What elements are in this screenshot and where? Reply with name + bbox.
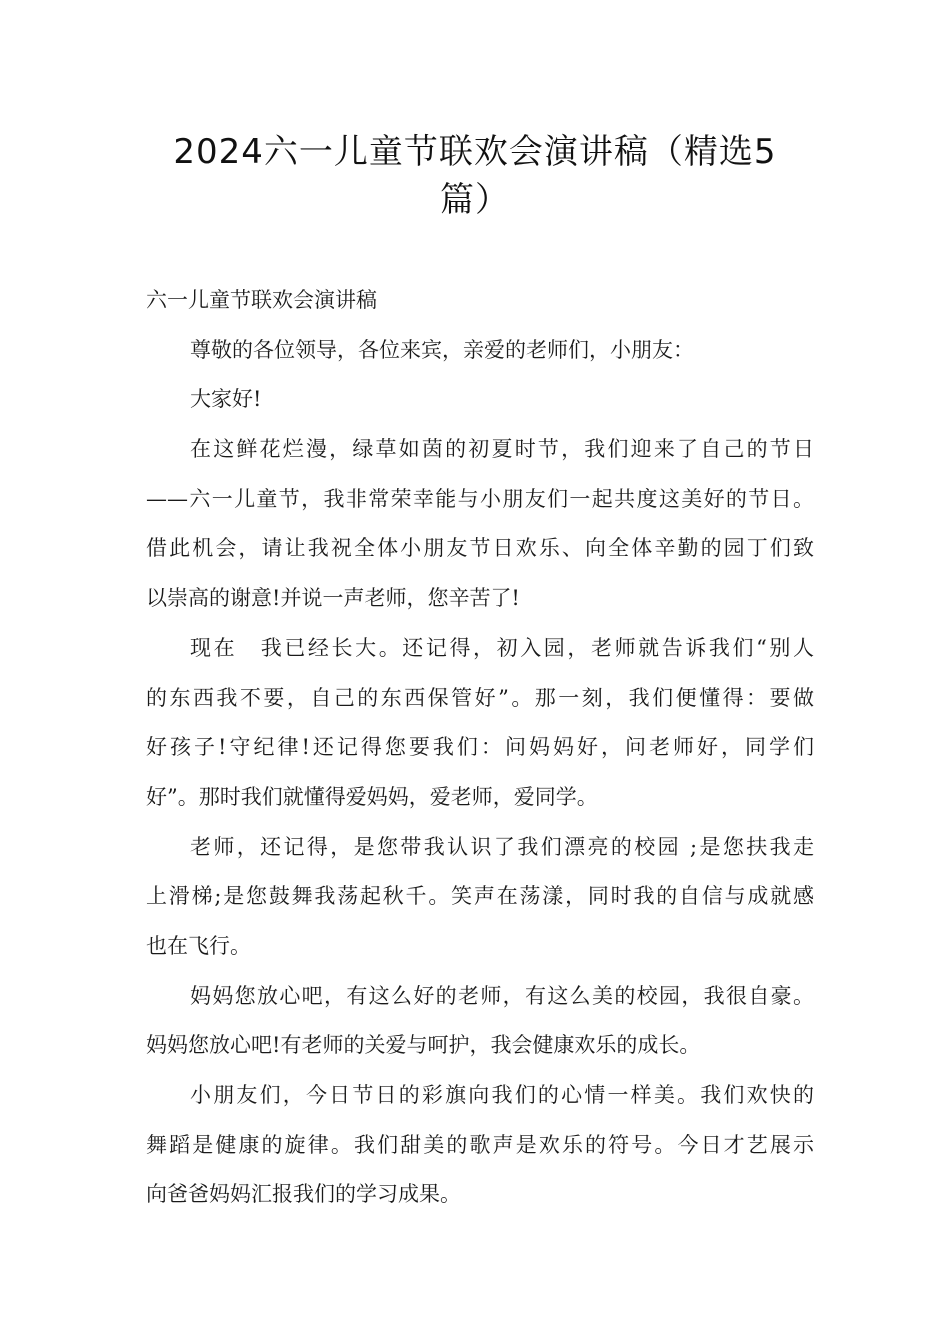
paragraph-line: 舞蹈是健康的旋律。我们甜美的歌声是欢乐的符号。今日才艺展示 bbox=[146, 1132, 814, 1157]
paragraph-line: 妈妈您放心吧!有老师的关爱与呵护，我会健康欢乐的成长。 bbox=[146, 1033, 701, 1058]
paragraph-line: 现在 我已经长大。还记得，初入园，老师就告诉我们“别人 bbox=[190, 635, 814, 660]
section-heading: 六一儿童节联欢会演讲稿 bbox=[146, 288, 377, 312]
paragraph-line: 小朋友们，今日节日的彩旗向我们的心情一样美。我们欢快的 bbox=[190, 1083, 814, 1108]
paragraph-line: 向爸爸妈妈汇报我们的学习成果。 bbox=[146, 1182, 461, 1207]
document-body bbox=[146, 276, 814, 1220]
paragraph-line: 也在飞行。 bbox=[146, 934, 251, 959]
paragraph-line: 的东西我不要，自己的东西保管好”。那一刻，我们便懂得：要做 bbox=[146, 685, 814, 710]
title-line-1: 2024六一儿童节联欢会演讲稿（精选5 bbox=[173, 132, 777, 172]
paragraph-line: 老师，还记得，是您带我认识了我们漂亮的校园 ;是您扶我走 bbox=[190, 834, 814, 859]
paragraph-line: 好孩子!守纪律!还记得您要我们：问妈妈好，问老师好，同学们 bbox=[146, 735, 814, 760]
paragraph-line: 在这鲜花烂漫，绿草如茵的初夏时节，我们迎来了自己的节日 bbox=[190, 437, 814, 462]
document-title bbox=[130, 128, 820, 224]
paragraph-line: 以崇高的谢意!并说一声老师，您辛苦了! bbox=[146, 586, 520, 611]
paragraph-line: 大家好! bbox=[190, 387, 262, 412]
paragraph-line: 上滑梯;是您鼓舞我荡起秋千。笑声在荡漾，同时我的自信与成就感 bbox=[146, 884, 814, 909]
title-line-2: 篇） bbox=[440, 180, 510, 220]
paragraph-line: 妈妈您放心吧，有这么好的老师，有这么美的校园，我很自豪。 bbox=[190, 983, 814, 1008]
paragraph-line: 好”。那时我们就懂得爱妈妈，爱老师，爱同学。 bbox=[146, 784, 598, 809]
paragraph-line: ——六一儿童节，我非常荣幸能与小朋友们一起共度这美好的节日。 bbox=[146, 486, 814, 511]
paragraph-line: 尊敬的各位领导，各位来宾，亲爱的老师们，小朋友： bbox=[190, 337, 694, 362]
paragraph-line: 借此机会，请让我祝全体小朋友节日欢乐、向全体辛勤的园丁们致 bbox=[146, 536, 814, 561]
